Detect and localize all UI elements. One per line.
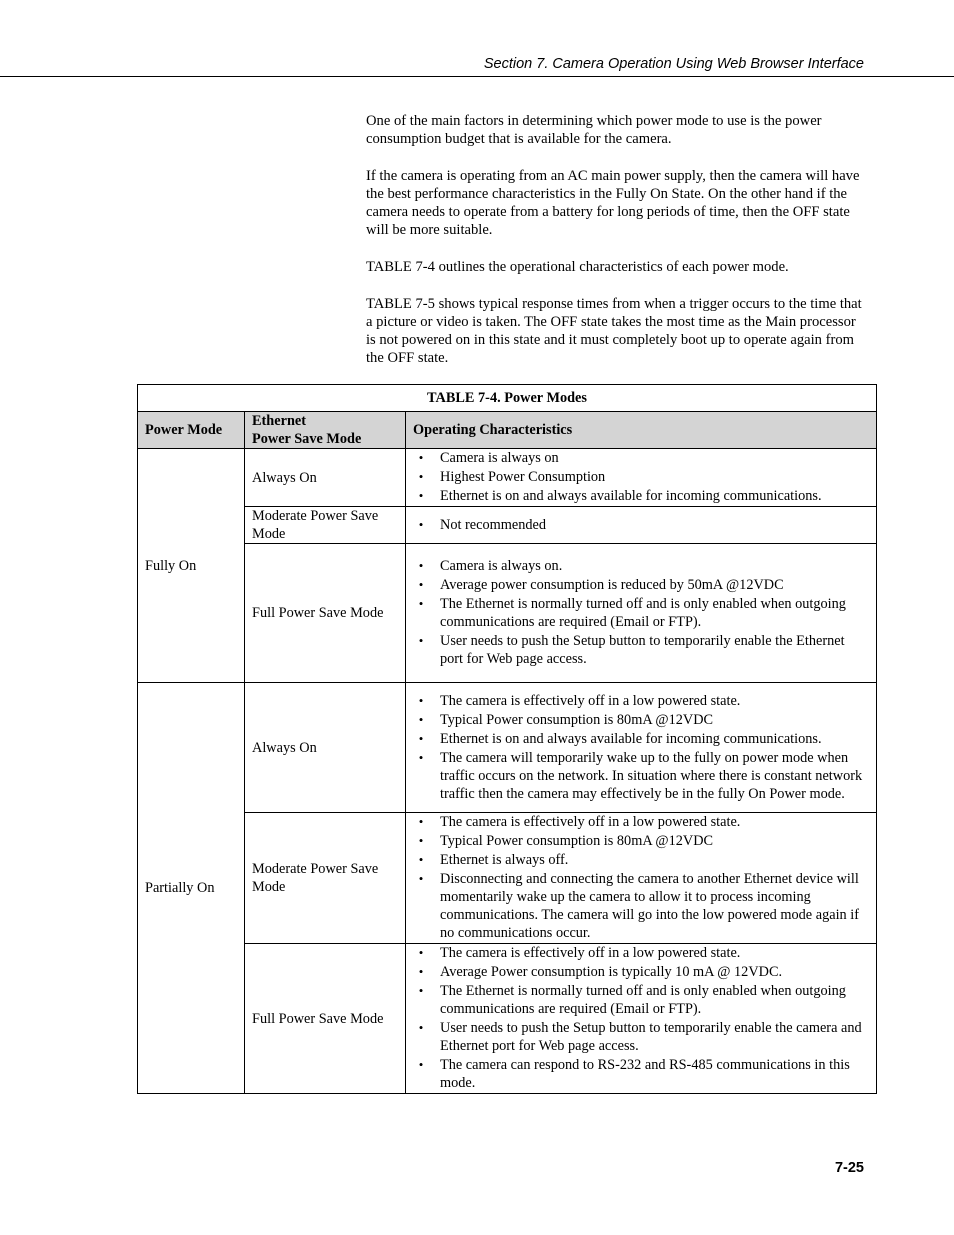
table-row <box>138 449 877 507</box>
power-mode-cell: Fully On <box>138 449 245 683</box>
bullet-icon: • <box>418 730 424 746</box>
bullet-item <box>413 557 869 575</box>
characteristics-cell <box>406 813 877 944</box>
characteristics-cell <box>406 944 877 1094</box>
bullet-list <box>413 944 869 1092</box>
bullet-item <box>413 468 869 486</box>
bullet-list <box>413 516 869 534</box>
bullet-item <box>413 449 869 467</box>
bullet-item <box>413 487 869 505</box>
bullet-icon: • <box>418 711 424 727</box>
table-body <box>138 449 877 1094</box>
ethernet-mode-cell: Moderate Power Save Mode <box>245 507 406 544</box>
section-title: Section 7. Camera Operation Using Web Browser Interface <box>483 56 864 72</box>
bullet-text: The camera is effectively off in a low powered state. <box>440 945 741 961</box>
table-header-row <box>138 412 877 449</box>
bullet-item <box>413 944 869 962</box>
bullet-icon: • <box>418 833 424 848</box>
bullet-item <box>413 982 869 1018</box>
bullet-icon: • <box>418 1020 424 1035</box>
bullet-item <box>413 813 869 831</box>
characteristics-cell <box>406 449 877 507</box>
ethernet-mode-cell: Full Power Save Mode <box>245 944 406 1094</box>
bullet-icon: • <box>418 633 424 648</box>
bullet-text: Highest Power Consumption <box>440 469 606 485</box>
bullet-icon: • <box>418 692 424 708</box>
bullet-text: Camera is always on. <box>440 558 563 574</box>
body-text <box>366 112 866 386</box>
bullet-item <box>413 963 869 981</box>
bullet-text: Typical Power consumption is 80mA @12VDC <box>440 833 714 849</box>
header-characteristics: Operating Characteristics <box>406 412 877 449</box>
paragraph: One of the main factors in determining which power mode to use is the power consumption budget that is available for the camera. <box>366 113 822 147</box>
bullet-item <box>413 711 869 729</box>
table-row <box>138 813 877 944</box>
bullet-icon: • <box>418 577 424 592</box>
bullet-item <box>413 632 869 668</box>
bullet-text: The Ethernet is normally turned off and is only enabled when outgoing communications are required (Email or FTP). <box>440 983 846 1017</box>
bullet-item <box>413 516 869 534</box>
bullet-item <box>413 851 869 869</box>
bullet-icon: • <box>418 814 424 829</box>
bullet-icon: • <box>418 596 424 611</box>
bullet-list <box>413 557 869 668</box>
bullet-icon: • <box>418 469 424 484</box>
ethernet-mode-cell: Full Power Save Mode <box>245 544 406 683</box>
bullet-text: The camera will temporarily wake up to the fully on power mode when traffic occurs on the network. In situation where there is constant network traffic then the camera may effectively be in the fully On Power mode. <box>440 749 863 802</box>
bullet-text: Camera is always on <box>440 450 559 466</box>
characteristics-cell <box>406 683 877 813</box>
bullet-text: User needs to push the Setup button to temporarily enable the Ethernet port for Web page access. <box>440 633 845 667</box>
ethernet-mode-cell: Always On <box>245 449 406 507</box>
bullet-item <box>413 749 869 803</box>
bullet-icon: • <box>418 983 424 998</box>
table-row <box>138 944 877 1094</box>
bullet-list <box>413 449 869 505</box>
table-caption: TABLE 7-4. Power Modes <box>138 385 877 412</box>
bullet-icon: • <box>418 852 424 867</box>
bullet-item <box>413 1019 869 1055</box>
bullet-text: User needs to push the Setup button to temporarily enable the camera and Ethernet port for Web page access. <box>440 1020 862 1054</box>
bullet-icon: • <box>418 964 424 979</box>
bullet-text: Ethernet is on and always available for incoming communications. <box>440 730 822 747</box>
bullet-text: The Ethernet is normally turned off and is only enabled when outgoing communications are required (Email or FTP). <box>440 596 846 630</box>
bullet-item <box>413 692 869 710</box>
bullet-text: Ethernet is on and always available for incoming communications. <box>440 488 822 504</box>
power-modes-table <box>137 384 877 1094</box>
bullet-text: The camera can respond to RS-232 and RS-485 communications in this mode. <box>440 1057 850 1091</box>
bullet-item <box>413 1056 869 1092</box>
header-ethernet-line2: Power Save Mode <box>252 431 362 447</box>
bullet-item <box>413 576 869 594</box>
table-row <box>138 683 877 813</box>
bullet-icon: • <box>418 516 424 532</box>
bullet-text: Typical Power consumption is 80mA @12VDC <box>440 711 714 728</box>
bullet-text: The camera is effectively off in a low powered state. <box>440 692 741 709</box>
bullet-text: Average power consumption is reduced by 50mA @12VDC <box>440 577 784 593</box>
bullet-text: Not recommended <box>440 516 546 533</box>
bullet-text: Disconnecting and connecting the camera to another Ethernet device will momentarily wake up the camera to allow it to process incoming communications. The camera will go into the low powered mode again if no communications occur. <box>440 871 859 941</box>
bullet-icon: • <box>418 488 424 503</box>
bullet-item <box>413 595 869 631</box>
characteristics-cell <box>406 507 877 544</box>
ethernet-mode-cell: Always On <box>245 683 406 813</box>
bullet-icon: • <box>418 945 424 960</box>
bullet-text: Ethernet is always off. <box>440 852 569 868</box>
page-header <box>0 54 954 77</box>
bullet-item <box>413 730 869 748</box>
ethernet-mode-cell: Moderate Power Save Mode <box>245 813 406 944</box>
bullet-list <box>413 692 869 803</box>
bullet-text: The camera is effectively off in a low powered state. <box>440 814 741 830</box>
table-row <box>138 507 877 544</box>
bullet-item <box>413 870 869 942</box>
table-caption-row <box>138 385 877 412</box>
bullet-icon: • <box>418 749 424 765</box>
header-ethernet-line1: Ethernet <box>252 413 306 429</box>
power-mode-cell: Partially On <box>138 683 245 1094</box>
characteristics-cell <box>406 544 877 683</box>
bullet-item <box>413 832 869 850</box>
table-row <box>138 544 877 683</box>
paragraph: TABLE 7-4 outlines the operational characteristics of each power mode. <box>366 259 789 275</box>
paragraph: If the camera is operating from an AC main power supply, then the camera will have the best performance characteristics in the Fully On State. On the other hand if the camera needs to operate from a battery for long periods of time, then the OFF state will be more suitable. <box>366 168 860 238</box>
bullet-icon: • <box>418 871 424 886</box>
bullet-text: Average Power consumption is typically 10 mA @ 12VDC. <box>440 964 783 980</box>
page-number: 7-25 <box>834 1160 864 1176</box>
header-ethernet-mode <box>245 412 406 449</box>
bullet-icon: • <box>418 1057 424 1072</box>
header-power-mode: Power Mode <box>138 412 245 449</box>
bullet-icon: • <box>418 558 424 573</box>
paragraph: TABLE 7-5 shows typical response times from when a trigger occurs to the time that a picture or video is taken. The OFF state takes the most time as the Main processor is not powered on in this state and it must completely boot up to operate again from the OFF state. <box>366 296 862 366</box>
bullet-icon: • <box>418 450 424 465</box>
bullet-list <box>413 813 869 942</box>
